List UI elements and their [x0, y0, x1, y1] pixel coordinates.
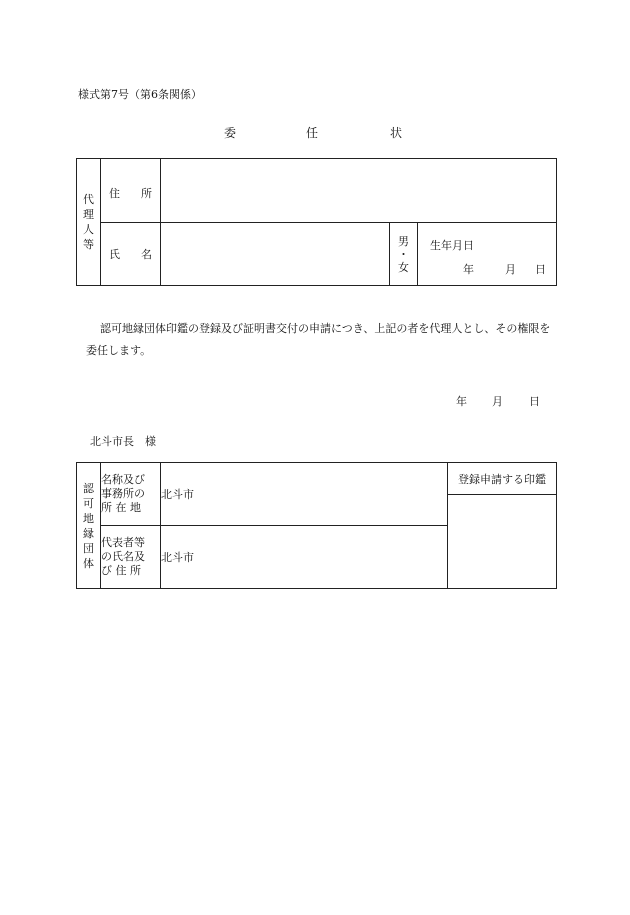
gender-selector[interactable] [390, 223, 418, 286]
addressee: 北斗市長 様 [90, 435, 156, 448]
birth-month-label: 月 [505, 263, 516, 276]
agent-group-label: 代 理 人 等 [77, 159, 101, 286]
document-title [0, 124, 630, 140]
birth-year-label: 年 [463, 263, 474, 276]
representative-field[interactable]: 北斗市 [161, 526, 448, 589]
date-day-label: 日 [529, 395, 540, 408]
name-label: 氏 名 [101, 223, 161, 286]
birthdate-label: 生年月日 [430, 239, 474, 252]
seal-header: 登録申請する印鑑 [448, 463, 557, 495]
group-address-field[interactable]: 北斗市 [161, 463, 448, 526]
title-char: 委 [224, 126, 237, 140]
representative-label: 代表者等 の氏名及 び 住 所 [101, 526, 161, 589]
delegation-statement: 認可地縁団体印鑑の登録及び証明書交付の申請につき、上記の者を代理人とし、その権限を委任します。 [86, 322, 551, 357]
gender-female: 女 [398, 260, 409, 274]
address-label: 住 所 [101, 159, 161, 223]
birth-day-label: 日 [535, 263, 546, 276]
birthdate-field[interactable] [418, 223, 557, 286]
title-char: 任 [306, 126, 319, 140]
group-table [76, 462, 557, 589]
agent-table [76, 158, 557, 286]
seal-impression-box[interactable] [448, 495, 557, 589]
title-char: 状 [390, 126, 403, 140]
group-label: 認 可 地 縁 団 体 [77, 463, 101, 589]
agent-name-field[interactable] [161, 223, 390, 286]
form-number: 様式第7号（第6条関係） [78, 88, 202, 101]
date-month-label: 月 [492, 395, 503, 408]
gender-male: 男 [398, 234, 409, 248]
gender-separator: ・ [398, 247, 409, 261]
name-address-label: 名称及び 事務所の 所 在 地 [101, 463, 161, 526]
agent-address-field[interactable] [161, 159, 557, 223]
date-year-label: 年 [456, 395, 467, 408]
